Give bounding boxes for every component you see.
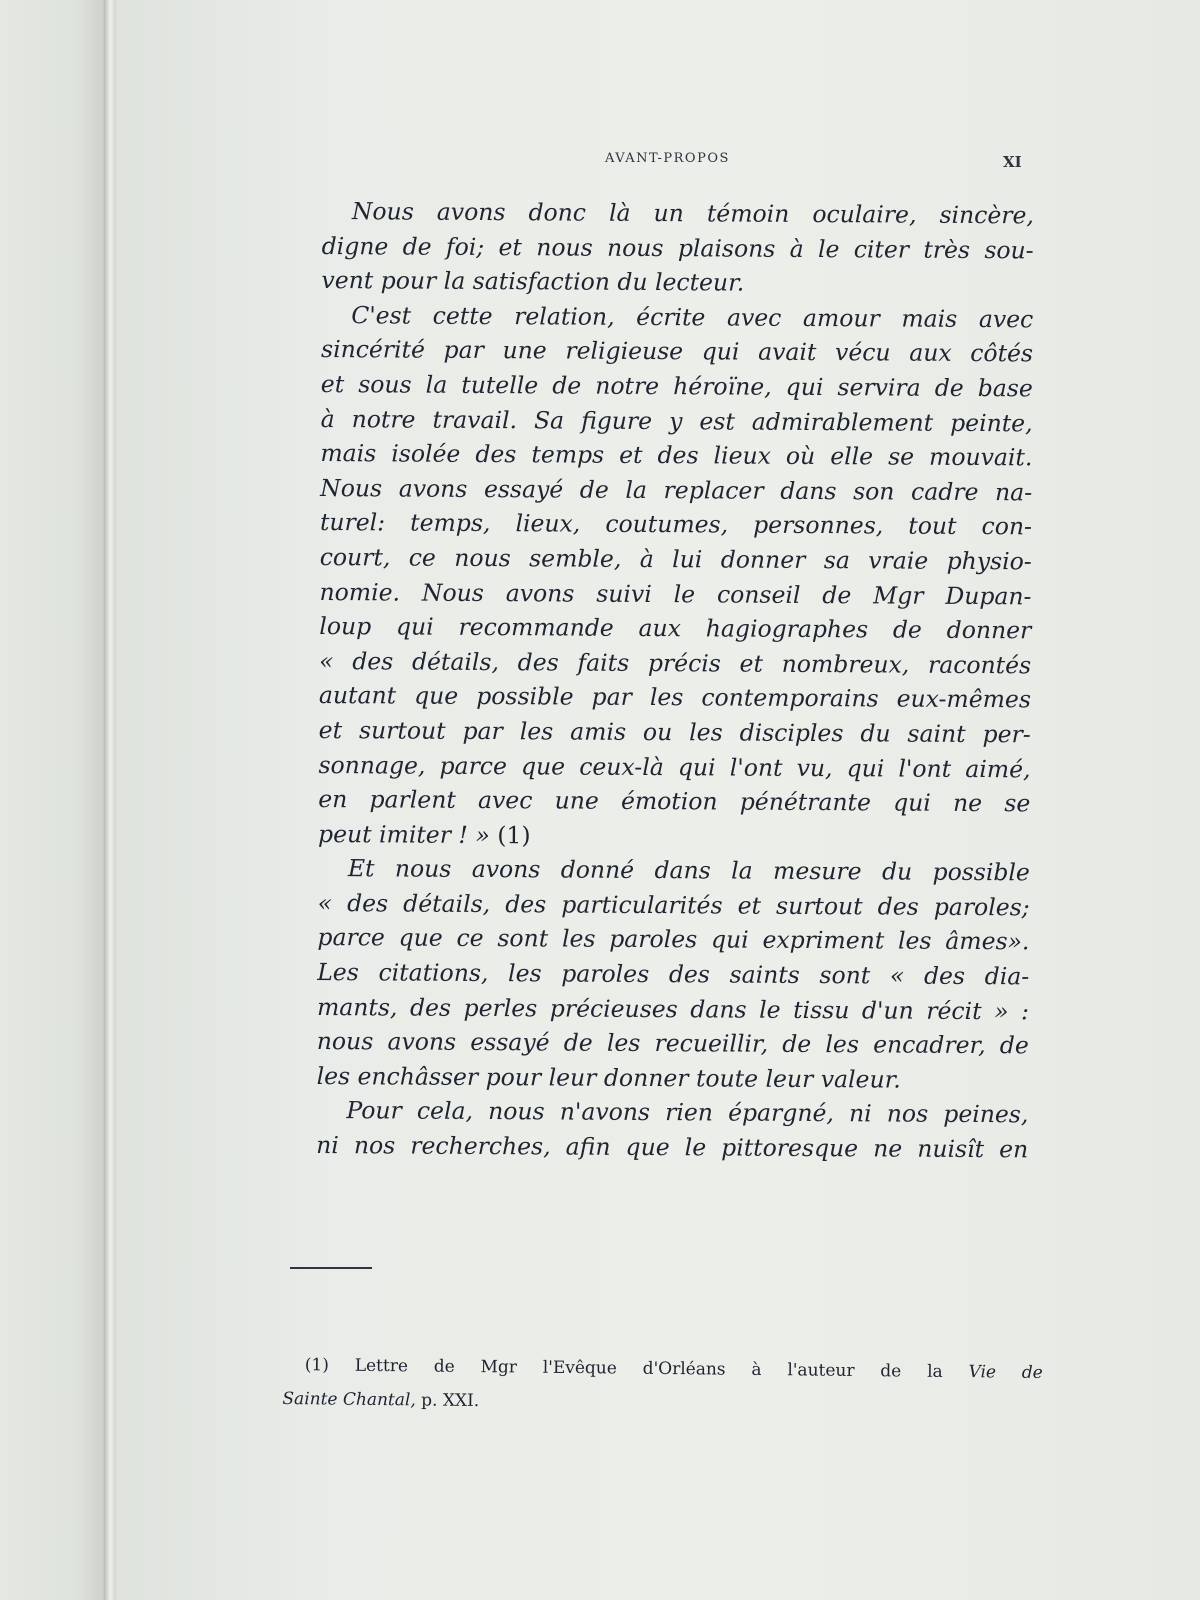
- footnote-title: Vie de: [968, 1362, 1043, 1383]
- text-line: parce que ce sont les paroles qui expriment les âmes».: [317, 923, 1030, 956]
- footnote-text: p. XXI.: [421, 1390, 480, 1412]
- text-line: nomie. Nous avons suivi le conseil de Mgr Dupan-: [319, 577, 1032, 610]
- text-line: en parlent avec une émotion pénétrante qui ne se: [318, 785, 1031, 818]
- text-line: mais isolée des temps et des lieux où elle se mouvait.: [320, 439, 1033, 472]
- page-number: XI: [1003, 153, 1022, 171]
- text-line: Nous avons donc là un témoin oculaire, sincère,: [351, 197, 1034, 230]
- text-line: Nous avons essayé de la replacer dans son cadre na-: [320, 473, 1033, 507]
- note-reference: (1): [497, 820, 531, 849]
- text-line: peut imiter ! »: [318, 819, 490, 849]
- text-line: « des détails, des particularités et surtout des paroles;: [317, 888, 1030, 922]
- left-page-edge: [0, 0, 108, 1600]
- text-line: nous avons essayé de les recueillir, de les encadrer, de: [316, 1027, 1029, 1060]
- footnote-title: Sainte Chantal,: [282, 1388, 416, 1411]
- footnote-rule: [290, 1267, 372, 1269]
- text-line-with-note-ref: [318, 817, 1030, 856]
- text-line: ni nos recherches, afin que le pittoresque ne nuisît en: [316, 1131, 1029, 1164]
- text-line: sonnage, parce que ceux-là qui l'ont vu, qui l'ont aimé,: [318, 750, 1031, 783]
- text-line: digne de foi; et nous nous plaisons à le citer très sou-: [321, 231, 1034, 264]
- text-line: mants, des perles précieuses dans le tissu d'un récit » :: [316, 992, 1030, 1025]
- text-line: autant que possible par les contemporains eux-mêmes: [318, 681, 1032, 714]
- text-line: Les citations, les paroles des saints sont « des dia-: [317, 958, 1030, 991]
- footnote-marker: (1): [304, 1355, 330, 1376]
- text-line: turel: temps, lieux, coutumes, personnes, tout con-: [319, 508, 1033, 541]
- text-line: Et nous avons donné dans la mesure du possible: [347, 854, 1030, 887]
- text-line: C'est cette relation, écrite avec amour mais avec: [351, 300, 1034, 334]
- text-line: vent pour la satisfaction du lecteur.: [321, 266, 745, 297]
- text-line: loup qui recommande aux hagiographes de donner: [319, 612, 1032, 645]
- footnote: [282, 1348, 1043, 1424]
- text-line: et sous la tutelle de notre héroïne, qui servira de base: [320, 369, 1033, 403]
- running-head: AVANT-PROPOS: [605, 151, 730, 166]
- footnote-text: Lettre de Mgr l'Evêque d'Orléans à l'auteur de la: [354, 1355, 943, 1382]
- text-line: Pour cela, nous n'avons rien épargné, ni nos peines,: [346, 1096, 1029, 1129]
- text-line: les enchâsser pour leur donner toute leur valeur.: [316, 1061, 901, 1094]
- text-line: à notre travail. Sa figure y est admirablement peinte,: [320, 404, 1033, 437]
- body-text: [316, 194, 1034, 1167]
- text-line: « des détails, des faits précis et nombreux, racontés: [319, 646, 1032, 680]
- text-line: court, ce nous semble, à lui donner sa vraie physio-: [319, 542, 1032, 576]
- text-line: sincérité par une religieuse qui avait vécu aux côtés: [320, 335, 1034, 368]
- text-line: et surtout par les amis ou les disciples du saint per-: [318, 715, 1031, 749]
